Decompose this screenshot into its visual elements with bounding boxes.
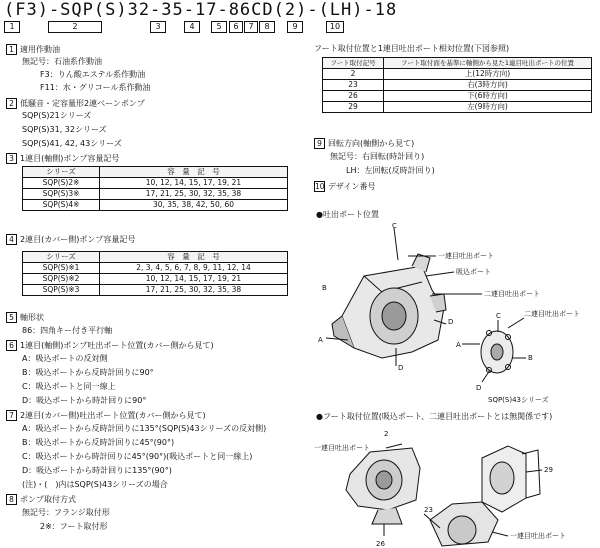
sec3-table <box>22 166 288 211</box>
sec7-item: A：吸込ポートから反時計回りに135°(SQP(S)43シリーズの反対側) <box>22 424 267 433</box>
label-n26: 26 <box>376 540 385 548</box>
table-row: 29 左(9時方向) <box>323 102 592 113</box>
label-c: C <box>392 222 397 230</box>
label-n2: 2 <box>384 430 389 438</box>
segment-box: 3 <box>150 21 166 33</box>
sec5-heading: 5 軸形状 <box>6 312 44 323</box>
sec10-heading: 10 デザイン番号 <box>315 182 376 191</box>
table-header: シリーズ <box>23 252 100 263</box>
sec5-item: 86：四角キー付き平行軸 <box>22 326 113 335</box>
sec2-heading: 2 低騒音・定容量形2連ベーンポンプ <box>6 98 145 109</box>
sec2-item: SQP(S)41, 42, 43シリーズ <box>22 139 122 148</box>
label-d2: D <box>448 318 454 326</box>
label-d3: D <box>476 384 482 392</box>
sec2-item: SQP(S)21シリーズ <box>22 111 92 120</box>
table-header: フート取付面を基準に軸側から見た1連目吐出ポートの位置 <box>384 58 592 69</box>
sec1-heading: 1 適用作動油 <box>6 44 60 55</box>
sec4-heading: 4 2連目(カバー側)ポンプ容量記号 <box>6 234 135 245</box>
sec8-heading: 8 ポンプ取付方式 <box>6 494 76 505</box>
label-a2: A <box>456 341 461 349</box>
label-first-port: 一連目吐出ポート <box>438 252 494 260</box>
sec7-item: D：吸込ポートから時計回りに135°(90°) <box>22 466 172 475</box>
table-row: SQP(S)2※ 10, 12, 14, 15, 17, 19, 21 <box>23 178 288 189</box>
label-second-port: 二連目吐出ポート <box>484 290 540 298</box>
sec2-item: SQP(S)31, 32シリーズ <box>22 125 107 134</box>
table-header: 容 量 記 号 <box>100 167 288 178</box>
label-first-port-foot: 一連目吐出ポート <box>314 444 370 452</box>
label-n29: 29 <box>544 466 553 474</box>
segment-box: 7 <box>244 21 258 33</box>
page-title: (F3)-SQP(S)32-35-17-86CD(2)-(LH)-18 <box>4 0 398 20</box>
segment-box: 4 <box>184 21 200 33</box>
table-row: SQP(S)※1 2, 3, 4, 5, 6, 7, 8, 9, 11, 12, 14 <box>23 263 288 274</box>
sec6-item: C：吸込ポートと同一線上 <box>22 382 116 391</box>
foot-mounting-figure <box>312 424 598 548</box>
sec8-item: 2※：フート取付形 <box>40 522 108 531</box>
sec9-item: 無記号：右回転(時計回り) <box>330 152 425 161</box>
sec7-item: C：吸込ポートから時計回りに45°(90°)(吸込ポートと同一線上) <box>22 452 253 461</box>
label-suction-port: 吸込ポート <box>456 268 491 276</box>
code-segments <box>4 21 344 33</box>
segment-box: 10 <box>326 21 344 33</box>
sec6-item: B：吸込ポートから反時計回りに90° <box>22 368 154 377</box>
discharge-port-figure <box>312 220 598 406</box>
table-header: シリーズ <box>23 167 100 178</box>
segment-box: 2 <box>48 21 102 33</box>
sec6-item: A：吸込ポートの反対側 <box>22 354 108 363</box>
label-c2: C <box>496 312 501 320</box>
sec3-heading: 3 1連目(軸側)ポンプ容量記号 <box>6 153 119 164</box>
table-row: 2 上(12時方向) <box>323 69 592 80</box>
sec1-item: F11：水・グリコール系作動油 <box>40 83 151 92</box>
foot-heading: フート取付位置と1連目吐出ポート相対位置(下図参照) <box>314 44 510 53</box>
table-header: 容 量 記 号 <box>100 252 288 263</box>
sec7-note: (注)・( )内はSQP(S)43シリーズの場合 <box>22 480 168 489</box>
label-n23: 23 <box>424 506 433 514</box>
label-second-port-2: 二連目吐出ポート <box>524 310 580 318</box>
segment-box: 8 <box>259 21 275 33</box>
label-b2: B <box>528 354 533 362</box>
sec9-item: LH：左回転(反時計回り) <box>346 166 435 175</box>
table-row: SQP(S)※2 10, 12, 14, 15, 17, 19, 21 <box>23 274 288 285</box>
fig2-heading: ●フート取付位置(吸込ポート、二連目吐出ポートとは無関係です) <box>316 412 553 421</box>
segment-box: 6 <box>229 21 243 33</box>
sec9-heading: 9 回転方向(軸側から見て) <box>314 138 414 149</box>
series-label: SQP(S)43シリーズ <box>488 396 549 404</box>
sec7-heading: 7 2連目(カバー側)吐出ポート位置(カバー側から見て) <box>6 410 206 421</box>
fig1-heading: ●吐出ポート位置 <box>316 210 379 219</box>
sec6-heading: 6 1連目(軸側)ポンプ吐出ポート位置(カバー側から見て) <box>6 340 214 351</box>
label-d: D <box>398 364 404 372</box>
sec7-item: B：吸込ポートから反時計回りに45°(90°) <box>22 438 175 447</box>
sec6-item: D：吸込ポートから時計回りに90° <box>22 396 147 405</box>
table-row: SQP(S)※3 17, 21, 25, 30, 32, 35, 38 <box>23 285 288 296</box>
segment-box: 9 <box>287 21 303 33</box>
sec4-table <box>22 251 288 296</box>
sec1-item: F3：りん酸エステル系作動油 <box>40 70 146 79</box>
table-row: SQP(S)4※ 30, 35, 38, 42, 50, 60 <box>23 200 288 211</box>
table-row: 23 右(3時方向) <box>323 80 592 91</box>
sec8-item: 無記号：フランジ取付形 <box>22 508 110 517</box>
table-row: 26 下(6時方向) <box>323 91 592 102</box>
label-a: A <box>318 336 323 344</box>
sec1-item: 無記号：石油系作動油 <box>22 57 102 66</box>
table-row: SQP(S)3※ 17, 21, 25, 30, 32, 35, 38 <box>23 189 288 200</box>
label-first-port-foot-2: 一連目吐出ポート <box>510 532 566 540</box>
segment-box: 5 <box>211 21 227 33</box>
table-header: フート取付記号 <box>323 58 384 69</box>
label-b: B <box>322 284 327 292</box>
foot-table <box>322 57 592 113</box>
segment-box: 1 <box>4 21 20 33</box>
